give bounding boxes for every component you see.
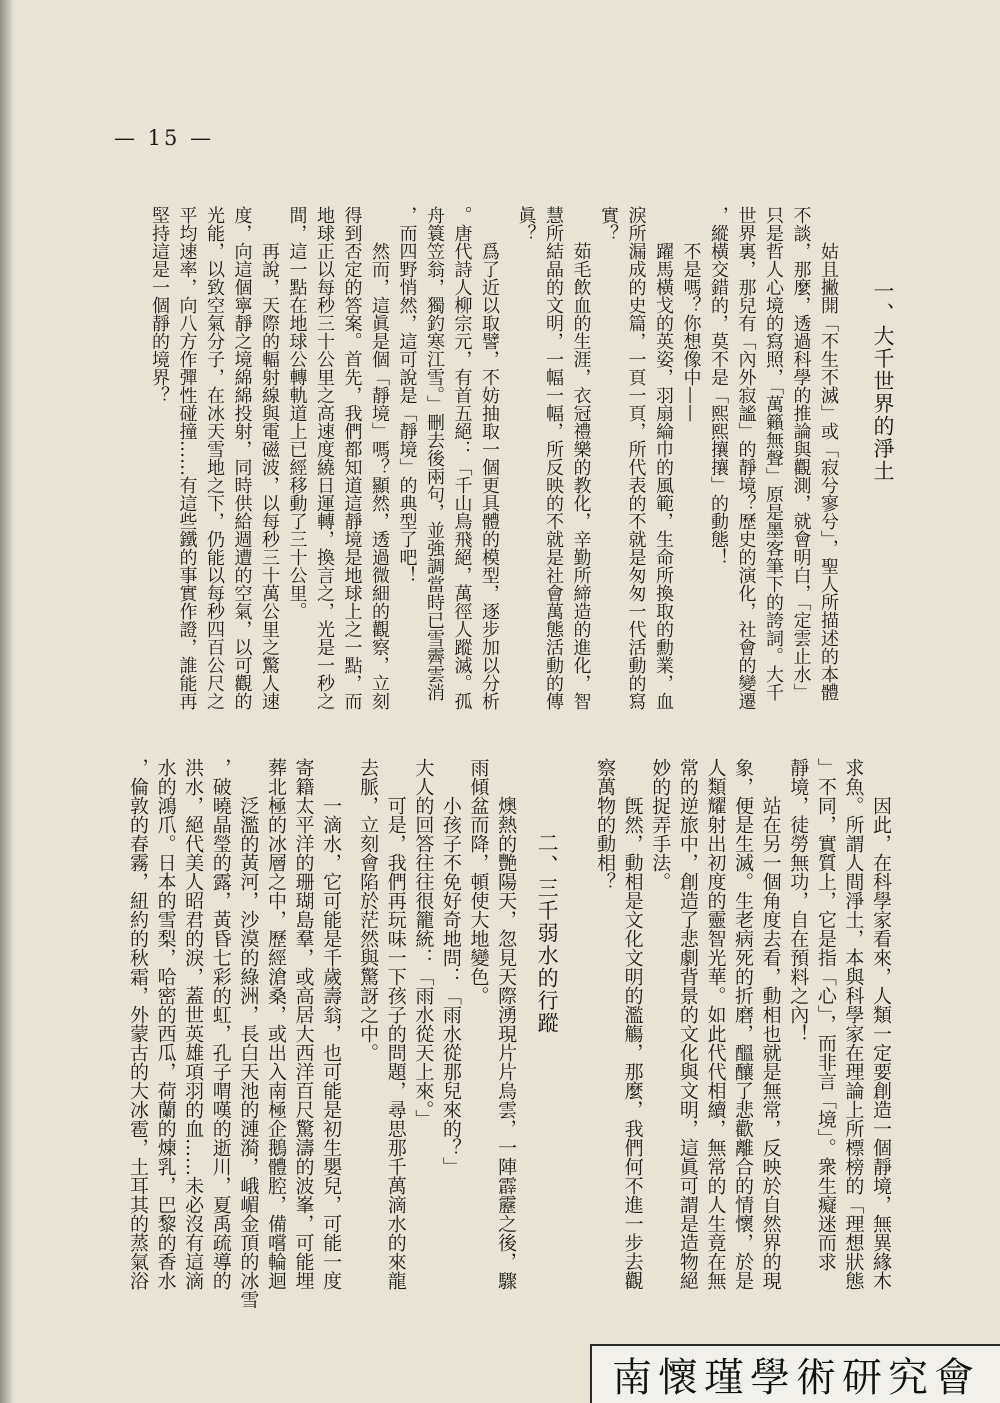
text-column: 象，便是生滅。生老病死的折磨，醞釀了悲歡離合的情懷，於是 — [732, 758, 755, 1290]
text-column: 只是哲人心境的寫照，「萬籟無聲」原是墨客筆下的誇詞。大千 — [763, 206, 784, 701]
lower-text-block — [123, 758, 894, 1309]
text-column: 淚所漏成的史篇，一頁一頁，所代表的不就是匆匆一代活動的寫 — [625, 206, 647, 710]
text-column: 雨傾盆而降，頓使大地變色。 — [467, 758, 490, 1005]
text-column: 不談，那麼，透過科學的推論與觀測，就會明白，「定雲止水」 — [790, 206, 812, 701]
section-heading: 二、三千弱水的行蹤 — [535, 832, 560, 1035]
text-column: 站在另一個角度去看，動相也就是無常，反映於自然界的現 — [759, 796, 782, 1290]
text-column: 地球正以每秒三十公里之高速度繞日運轉，換言之，光是一秒之 — [314, 206, 335, 710]
text-column: 再說，天際的輻射線與電磁波，以每秒三十萬公里之驚人速 — [259, 242, 280, 710]
text-column: 常的逆旅中，創造了悲劇背景的文化與文明，這眞可謂是造物絕 — [676, 758, 699, 1290]
text-column: ，而四野悄然，這可說是「靜境」的典型了吧！ — [396, 206, 418, 584]
section-heading: 一、大千世界的淨土 — [871, 280, 895, 483]
text-column: ，縱橫交錯的，莫不是「熙熙攘攘」的動態！ — [708, 206, 729, 566]
text-column: 姑且撇開「不生不滅」或「寂兮寥兮」，聖人所描述的本體 — [818, 242, 839, 701]
text-column: 平均速率，向八方作彈性碰撞……有這些鐵的事實作證，誰能再 — [176, 206, 198, 710]
text-column: ，倫敦的春霧，紐約的秋霜，外蒙古的大冰雹，土耳其的蒸氣浴 — [126, 758, 149, 1290]
text-column: 」不同，實質上，它是指「心」，而非言「境」。衆生癡迷而求 — [814, 758, 837, 1271]
text-column: 躍馬橫戈的英姿，羽扇綸巾的風範，生命所換取的勳業，血 — [653, 242, 674, 710]
upper-text-block — [146, 206, 897, 716]
text-column: 靜境，徒勞無功，自在預料之內！ — [787, 758, 810, 1043]
binding-shadow — [0, 0, 14, 1403]
text-column: 人類耀射出初度的靈智光華。如此代代相續，無常的人生竟在無 — [704, 758, 727, 1290]
text-column: 妙的捉弄手法。 — [649, 758, 672, 891]
text-column: 舟簑笠翁，獨釣寒江雪。」刪去後兩句，並強調當時已雪霽雲消 — [424, 206, 445, 701]
text-column: 水的鴻爪。日本的雪梨，哈密的西瓜，荷蘭的煉乳，巴黎的香水 — [154, 758, 177, 1290]
text-column: 間，這一點在地球公轉軌道上已經移動了三十公里。 — [286, 206, 308, 620]
text-column: 堅持這是一個靜的境界？ — [149, 206, 170, 404]
text-column: 大人的回答往往很籠統：「雨水從天上來。」 — [412, 758, 435, 1129]
text-column: ，破曉晶瑩的露，黃昏七彩的虹，孔子喟嘆的逝川，夏禹疏導的 — [209, 758, 232, 1290]
text-column: 度，向這個寧靜之境綿綿投射，同時供給週遭的空氣，以可觀的 — [231, 206, 253, 710]
text-column: 然而，這眞是個「靜境」嗎？顯然，透過微細的觀察，立刻 — [369, 242, 390, 710]
text-column: 世界裏，那兒有「內外寂謐」的靜境？歷史的演化，社會的變遷 — [735, 206, 757, 710]
text-column: 求魚。所謂人間淨土，本與科學家在理論上所標榜的「理想狀態 — [842, 758, 865, 1290]
text-column: 茹毛飲血的生涯，衣冠禮樂的教化，辛勤所締造的進化，智 — [570, 242, 592, 710]
page-number: — 15 — — [114, 126, 215, 150]
text-column: 眞？ — [515, 206, 537, 242]
watermark-stamp: 南懷瑾學術研究會 — [590, 1344, 1000, 1403]
text-column: 不是嗎？你想像中—— — [680, 242, 702, 422]
text-column: 洪水，絕代美人昭君的淚，蓋世英雄項羽的血……未必沒有這滴 — [182, 758, 205, 1290]
text-column: 泛濫的黃河，沙漠的綠洲，長白天池的漣漪，峨嵋金頂的冰雪 — [237, 796, 260, 1309]
text-column: 一滴水，它可能是千歲壽翁，也可能是初生嬰兒，可能一度 — [320, 796, 343, 1290]
text-column: 葬北極的冰層之中，歷經滄桑，或出入南極企鵝體腔，備嚐輪迴 — [264, 758, 287, 1290]
text-column: 旣然，動相是文化文明的濫觴，那麼，我們何不進一步去觀 — [621, 796, 644, 1290]
text-column: 寄籍太平洋的珊瑚島羣，或高居大西洋百尺驚濤的波峯，可能埋 — [292, 758, 315, 1290]
text-column: 可是，我們再玩味一下孩子的問題，尋思那千萬滴水的來龍 — [384, 796, 407, 1290]
text-column: 。唐代詩人柳宗元，有首五絕：「千山鳥飛絕，萬徑人蹤滅。孤 — [451, 206, 473, 710]
text-column: 得到否定的答案。首先，我們都知道這靜境是地球上之一點，而 — [341, 206, 363, 710]
text-column: 因此，在科學家看來，人類一定要創造一個靜境，無異緣木 — [870, 796, 892, 1290]
text-column: 燠熱的艷陽天，忽見天際湧現片片烏雲，一陣霹靂之後，驟 — [495, 796, 518, 1290]
text-column: 察萬物的動相？ — [594, 758, 617, 891]
text-column: 小孩子不免好奇地問：「雨水從那兒來的？」 — [439, 796, 462, 1176]
text-column: 實？ — [598, 206, 619, 242]
text-column: 去脈，立刻會陷於茫然與驚訝之中。 — [357, 758, 380, 1062]
text-column: 慧所結晶的文明，一幅一幅，所反映的不就是社會萬態活動的傳 — [543, 206, 564, 710]
text-column: 爲了近以取譬，不妨抽取一個更具體的模型，逐步加以分析 — [479, 242, 500, 710]
text-column: 光能，以致空氣分子，在冰天雪地之下，仍能以每秒四百公尺之 — [204, 206, 225, 710]
